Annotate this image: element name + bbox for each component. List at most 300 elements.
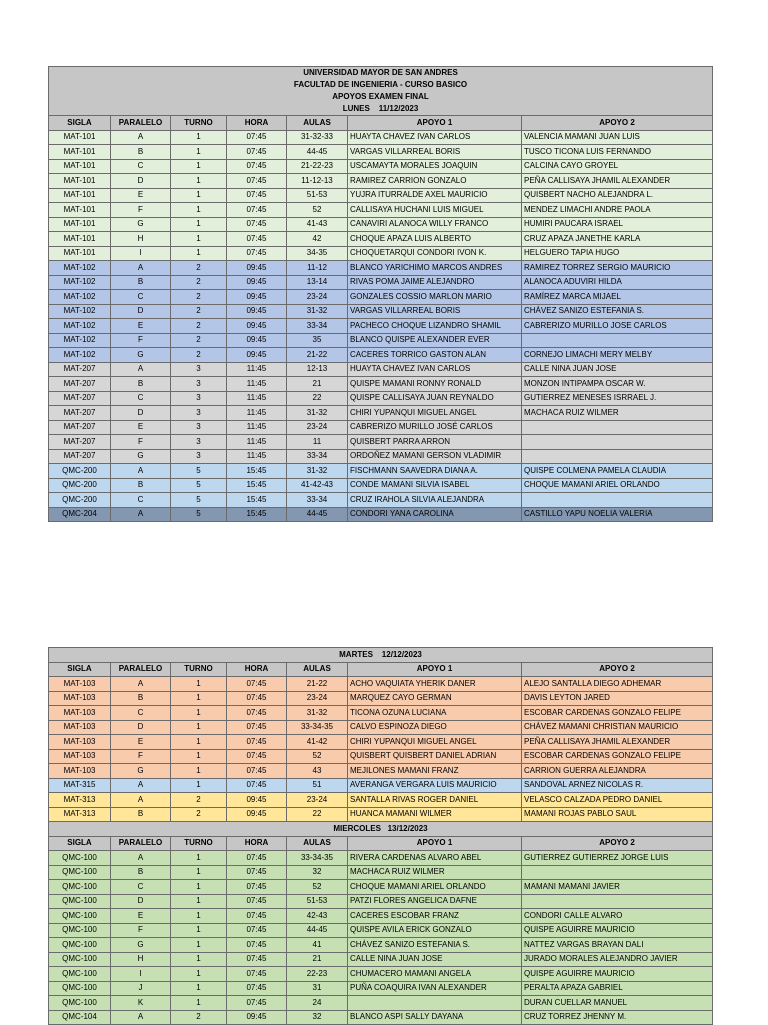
- turno-cell: 5: [171, 464, 227, 479]
- sigla-cell: MAT-101: [49, 246, 111, 261]
- hora-cell: 07:45: [227, 246, 287, 261]
- apoyo1-cell: USCAMAYTA MORALES JOAQUIN: [348, 159, 522, 174]
- paralelo-cell: C: [111, 290, 171, 305]
- apoyo2-cell: QUISPE AGUIRRE MAURICIO: [522, 967, 713, 982]
- apoyo1-cell: QUISBERT QUISBERT DANIEL ADRIAN: [348, 749, 522, 764]
- hora-cell: 07:45: [227, 159, 287, 174]
- sigla-cell: MAT-101: [49, 203, 111, 218]
- turno-cell: 3: [171, 435, 227, 450]
- sigla-cell: MAT-207: [49, 406, 111, 421]
- aulas-cell: 41-43: [287, 217, 348, 232]
- table-row: [49, 749, 713, 764]
- turno-cell: 1: [171, 232, 227, 247]
- paralelo-cell: B: [111, 807, 171, 822]
- column-header-apoyo1: APOYO 1: [348, 116, 522, 131]
- sigla-cell: MAT-102: [49, 304, 111, 319]
- table-row: [49, 203, 713, 218]
- paralelo-cell: A: [111, 362, 171, 377]
- hora-cell: 07:45: [227, 981, 287, 996]
- apoyo2-cell: QUISPE COLMENA PAMELA CLAUDIA: [522, 464, 713, 479]
- apoyo2-cell: [522, 449, 713, 464]
- hora-cell: 07:45: [227, 967, 287, 982]
- sigla-cell: QMC-200: [49, 493, 111, 508]
- apoyo1-cell: SANTALLA RIVAS ROGER DANIEL: [348, 793, 522, 808]
- apoyo1-cell: CABRERIZO MURILLO JOSÉ CARLOS: [348, 420, 522, 435]
- table-row: [49, 807, 713, 822]
- paralelo-cell: E: [111, 188, 171, 203]
- sigla-cell: MAT-103: [49, 677, 111, 692]
- hora-cell: 07:45: [227, 677, 287, 692]
- table-row: [49, 720, 713, 735]
- table-row: [49, 188, 713, 203]
- aulas-cell: 33-34: [287, 449, 348, 464]
- table-row: [49, 377, 713, 392]
- table-row: [49, 290, 713, 305]
- table-row: [49, 967, 713, 982]
- apoyo2-cell: MAMANI ROJAS PABLO SAUL: [522, 807, 713, 822]
- exam-table-lunes: [48, 66, 713, 522]
- sigla-cell: QMC-100: [49, 923, 111, 938]
- turno-cell: 5: [171, 493, 227, 508]
- apoyo1-cell: CALLISAYA HUCHANI LUIS MIGUEL: [348, 203, 522, 218]
- apoyo1-cell: CACERES ESCOBAR FRANZ: [348, 909, 522, 924]
- sigla-cell: MAT-103: [49, 706, 111, 721]
- aulas-cell: 51-53: [287, 188, 348, 203]
- column-header-hora: HORA: [227, 836, 287, 851]
- sigla-cell: QMC-200: [49, 464, 111, 479]
- turno-cell: 2: [171, 807, 227, 822]
- column-header-apoyo1: APOYO 1: [348, 836, 522, 851]
- sigla-cell: MAT-103: [49, 749, 111, 764]
- paralelo-cell: F: [111, 203, 171, 218]
- aulas-cell: 33-34: [287, 319, 348, 334]
- aulas-cell: 31-32-33: [287, 130, 348, 145]
- column-header-paralelo: PARALELO: [111, 836, 171, 851]
- apoyo1-cell: HUANCA MAMANI WILMER: [348, 807, 522, 822]
- university-name: UNIVERSIDAD MAYOR DE SAN ANDRES: [303, 68, 458, 77]
- apoyo2-cell: RAMIREZ TORREZ SERGIO MAURICIO: [522, 261, 713, 276]
- day-date-label: MIERCOLES 13/12/2023: [49, 822, 713, 837]
- table-row: [49, 691, 713, 706]
- hora-cell: 07:45: [227, 996, 287, 1011]
- sigla-cell: MAT-103: [49, 691, 111, 706]
- apoyo2-cell: ESCOBAR CARDENAS GONZALO FELIPE: [522, 749, 713, 764]
- aulas-cell: 41: [287, 938, 348, 953]
- paralelo-cell: B: [111, 377, 171, 392]
- apoyo2-cell: CHÁVEZ MAMANI CHRISTIAN MAURICIO: [522, 720, 713, 735]
- apoyo2-cell: NATTEZ VARGAS BRAYAN DALI: [522, 938, 713, 953]
- apoyo2-cell: CARRION GUERRA ALEJANDRA: [522, 764, 713, 779]
- paralelo-cell: A: [111, 130, 171, 145]
- apoyo1-cell: MACHACA RUIZ WILMER: [348, 865, 522, 880]
- hora-cell: 09:45: [227, 348, 287, 363]
- apoyo1-cell: RIVAS POMA JAIME ALEJANDRO: [348, 275, 522, 290]
- table-row: [49, 938, 713, 953]
- apoyo2-cell: RAMÍREZ MARCA MIJAEL: [522, 290, 713, 305]
- paralelo-cell: B: [111, 275, 171, 290]
- apoyo1-cell: CHOQUETARQUI CONDORI IVON K.: [348, 246, 522, 261]
- table-row: [49, 478, 713, 493]
- paralelo-cell: I: [111, 246, 171, 261]
- paralelo-cell: G: [111, 348, 171, 363]
- turno-cell: 1: [171, 865, 227, 880]
- apoyo1-cell: VARGAS VILLARREAL BORIS: [348, 145, 522, 160]
- turno-cell: 3: [171, 377, 227, 392]
- sigla-cell: MAT-101: [49, 188, 111, 203]
- aulas-cell: 31: [287, 981, 348, 996]
- aulas-cell: 21: [287, 952, 348, 967]
- aulas-cell: 31-32: [287, 304, 348, 319]
- sigla-cell: QMC-100: [49, 938, 111, 953]
- turno-cell: 1: [171, 778, 227, 793]
- turno-cell: 2: [171, 319, 227, 334]
- turno-cell: 2: [171, 1010, 227, 1025]
- aulas-cell: 51: [287, 778, 348, 793]
- apoyo2-cell: CHÁVEZ SANIZO ESTEFANIA S.: [522, 304, 713, 319]
- hora-cell: 07:45: [227, 217, 287, 232]
- aulas-cell: 31-32: [287, 464, 348, 479]
- paralelo-cell: A: [111, 1010, 171, 1025]
- sigla-cell: MAT-102: [49, 333, 111, 348]
- table-row: [49, 706, 713, 721]
- table-row: [49, 996, 713, 1011]
- apoyo2-cell: CASTILLO YAPU NOELIA VALERIA: [522, 507, 713, 522]
- aulas-cell: 12-13: [287, 362, 348, 377]
- hora-cell: 09:45: [227, 275, 287, 290]
- turno-cell: 1: [171, 188, 227, 203]
- table-row: [49, 319, 713, 334]
- sigla-cell: QMC-104: [49, 1010, 111, 1025]
- aulas-cell: 41-42: [287, 735, 348, 750]
- paralelo-cell: G: [111, 217, 171, 232]
- sigla-cell: MAT-207: [49, 362, 111, 377]
- apoyo1-cell: CACERES TORRICO GASTON ALAN: [348, 348, 522, 363]
- sigla-cell: MAT-313: [49, 807, 111, 822]
- apoyo2-cell: CRUZ TORREZ JHENNY M.: [522, 1010, 713, 1025]
- hora-cell: 15:45: [227, 464, 287, 479]
- table-row: [49, 348, 713, 363]
- apoyo1-cell: BLANCO QUISPE ALEXANDER EVER: [348, 333, 522, 348]
- column-header-sigla: SIGLA: [49, 116, 111, 131]
- column-header-paralelo: PARALELO: [111, 662, 171, 677]
- paralelo-cell: F: [111, 435, 171, 450]
- apoyo1-cell: RAMIREZ CARRION GONZALO: [348, 174, 522, 189]
- apoyo1-cell: CHOQUE MAMANI ARIEL ORLANDO: [348, 880, 522, 895]
- paralelo-cell: C: [111, 706, 171, 721]
- aulas-cell: 33-34-35: [287, 720, 348, 735]
- apoyo1-cell: MARQUEZ CAYO GERMAN: [348, 691, 522, 706]
- turno-cell: 2: [171, 304, 227, 319]
- apoyo2-cell: [522, 333, 713, 348]
- hora-cell: 07:45: [227, 894, 287, 909]
- table-row: [49, 420, 713, 435]
- apoyo2-cell: PEÑA CALLISAYA JHAMIL ALEXANDER: [522, 174, 713, 189]
- table-row: [49, 865, 713, 880]
- apoyo2-cell: CHOQUE MAMANI ARIEL ORLANDO: [522, 478, 713, 493]
- apoyo1-cell: TICONA OZUNA LUCIANA: [348, 706, 522, 721]
- apoyo2-cell: PERALTA APAZA GABRIEL: [522, 981, 713, 996]
- turno-cell: 1: [171, 894, 227, 909]
- turno-cell: 5: [171, 507, 227, 522]
- apoyo2-cell: [522, 435, 713, 450]
- aulas-cell: 35: [287, 333, 348, 348]
- paralelo-cell: E: [111, 319, 171, 334]
- paralelo-cell: B: [111, 691, 171, 706]
- apoyo2-cell: MENDEZ LIMACHI ANDRE PAOLA: [522, 203, 713, 218]
- paralelo-cell: B: [111, 145, 171, 160]
- sigla-cell: MAT-101: [49, 217, 111, 232]
- aulas-cell: 23-24: [287, 290, 348, 305]
- turno-cell: 1: [171, 967, 227, 982]
- sigla-cell: MAT-207: [49, 435, 111, 450]
- table-row: [49, 923, 713, 938]
- aulas-cell: 22: [287, 807, 348, 822]
- hora-cell: 15:45: [227, 507, 287, 522]
- column-header-paralelo: PARALELO: [111, 116, 171, 131]
- sigla-cell: MAT-101: [49, 174, 111, 189]
- header-row: [49, 662, 713, 677]
- turno-cell: 1: [171, 677, 227, 692]
- paralelo-cell: A: [111, 464, 171, 479]
- turno-cell: 1: [171, 764, 227, 779]
- table-row: [49, 362, 713, 377]
- apoyo1-cell: PUÑA COAQUIRA IVAN ALEXANDER: [348, 981, 522, 996]
- hora-cell: 07:45: [227, 778, 287, 793]
- table-row: [49, 159, 713, 174]
- apoyo1-cell: CHOQUE APAZA LUIS ALBERTO: [348, 232, 522, 247]
- hora-cell: 07:45: [227, 145, 287, 160]
- sigla-cell: QMC-100: [49, 909, 111, 924]
- apoyo1-cell: MEJILONES MAMANI FRANZ: [348, 764, 522, 779]
- table-title: [49, 67, 713, 116]
- hora-cell: 07:45: [227, 938, 287, 953]
- aulas-cell: 23-24: [287, 691, 348, 706]
- sigla-cell: MAT-315: [49, 778, 111, 793]
- apoyo2-cell: CORNEJO LIMACHI MERY MELBY: [522, 348, 713, 363]
- apoyo1-cell: CONDORI YANA CAROLINA: [348, 507, 522, 522]
- aulas-cell: 24: [287, 996, 348, 1011]
- turno-cell: 3: [171, 406, 227, 421]
- aulas-cell: 21-22-23: [287, 159, 348, 174]
- turno-cell: 3: [171, 420, 227, 435]
- column-header-aulas: AULAS: [287, 662, 348, 677]
- paralelo-cell: H: [111, 232, 171, 247]
- sigla-cell: MAT-102: [49, 319, 111, 334]
- sigla-cell: MAT-101: [49, 130, 111, 145]
- hora-cell: 07:45: [227, 923, 287, 938]
- apoyo1-cell: CANAVIRI ALANOCA WILLY FRANCO: [348, 217, 522, 232]
- apoyo2-cell: GUTIERREZ MENESES ISRRAEL J.: [522, 391, 713, 406]
- sigla-cell: QMC-200: [49, 478, 111, 493]
- hora-cell: 07:45: [227, 952, 287, 967]
- sigla-cell: QMC-100: [49, 880, 111, 895]
- hora-cell: 15:45: [227, 493, 287, 508]
- apoyo1-cell: CHÁVEZ SANIZO ESTEFANIA S.: [348, 938, 522, 953]
- apoyo2-cell: CALLE NINA JUAN JOSE: [522, 362, 713, 377]
- table-row: [49, 449, 713, 464]
- hora-cell: 11:45: [227, 406, 287, 421]
- paralelo-cell: A: [111, 851, 171, 866]
- sigla-cell: QMC-100: [49, 981, 111, 996]
- apoyo2-cell: PEÑA CALLISAYA JHAMIL ALEXANDER: [522, 735, 713, 750]
- paralelo-cell: J: [111, 981, 171, 996]
- apoyo1-cell: PACHECO CHOQUE LIZANDRO SHAMIL: [348, 319, 522, 334]
- sigla-cell: MAT-102: [49, 275, 111, 290]
- apoyo2-cell: CONDORI CALLE ALVARO: [522, 909, 713, 924]
- column-header-apoyo2: APOYO 2: [522, 116, 713, 131]
- table-row: [49, 677, 713, 692]
- apoyo1-cell: FISCHMANN SAAVEDRA DIANA A.: [348, 464, 522, 479]
- table-row: [49, 764, 713, 779]
- aulas-cell: 23-24: [287, 420, 348, 435]
- apoyo1-cell: HUAYTA CHAVEZ IVAN CARLOS: [348, 362, 522, 377]
- sigla-cell: MAT-101: [49, 145, 111, 160]
- turno-cell: 1: [171, 749, 227, 764]
- table-row: [49, 1010, 713, 1025]
- apoyo1-cell: ACHO VAQUIATA YHERIK DANER: [348, 677, 522, 692]
- turno-cell: 3: [171, 362, 227, 377]
- hora-cell: 15:45: [227, 478, 287, 493]
- sigla-cell: MAT-207: [49, 420, 111, 435]
- aulas-cell: 22: [287, 391, 348, 406]
- aulas-cell: 11: [287, 435, 348, 450]
- table-row: [49, 981, 713, 996]
- turno-cell: 2: [171, 333, 227, 348]
- apoyo1-cell: PATZI FLORES ANGELICA DAFNE: [348, 894, 522, 909]
- miercoles-section: [49, 822, 713, 851]
- aulas-cell: 42-43: [287, 909, 348, 924]
- sigla-cell: MAT-207: [49, 377, 111, 392]
- column-header-aulas: AULAS: [287, 836, 348, 851]
- hora-cell: 09:45: [227, 304, 287, 319]
- aulas-cell: 32: [287, 865, 348, 880]
- turno-cell: 2: [171, 793, 227, 808]
- table-row: [49, 130, 713, 145]
- turno-cell: 1: [171, 735, 227, 750]
- turno-cell: 1: [171, 217, 227, 232]
- paralelo-cell: F: [111, 749, 171, 764]
- table-row: [49, 406, 713, 421]
- apoyo1-cell: VARGAS VILLARREAL BORIS: [348, 304, 522, 319]
- apoyo2-cell: [522, 493, 713, 508]
- column-header-hora: HORA: [227, 662, 287, 677]
- apoyo2-cell: ESCOBAR CARDENAS GONZALO FELIPE: [522, 706, 713, 721]
- header-row: [49, 836, 713, 851]
- apoyo2-cell: DURAN CUELLAR MANUEL: [522, 996, 713, 1011]
- apoyo2-cell: GUTIERREZ GUTIERREZ JORGE LUIS: [522, 851, 713, 866]
- aulas-cell: 31-32: [287, 706, 348, 721]
- apoyo1-cell: AVERANGA VERGARA LUIS MAURICIO: [348, 778, 522, 793]
- turno-cell: 2: [171, 290, 227, 305]
- hora-cell: 09:45: [227, 261, 287, 276]
- apoyo2-cell: HUMIRI PAUCARA ISRAEL: [522, 217, 713, 232]
- hora-cell: 09:45: [227, 807, 287, 822]
- apoyo1-cell: RIVERA CARDENAS ALVARO ABEL: [348, 851, 522, 866]
- hora-cell: 07:45: [227, 130, 287, 145]
- column-header-apoyo1: APOYO 1: [348, 662, 522, 677]
- hora-cell: 11:45: [227, 435, 287, 450]
- faculty-name: FACULTAD DE INGENIERIA - CURSO BASICO: [293, 80, 468, 89]
- sigla-cell: MAT-313: [49, 793, 111, 808]
- paralelo-cell: B: [111, 478, 171, 493]
- table-row: [49, 435, 713, 450]
- apoyo2-cell: JURADO MORALES ALEJANDRO JAVIER: [522, 952, 713, 967]
- apoyo1-cell: CALVO ESPINOZA DIEGO: [348, 720, 522, 735]
- turno-cell: 1: [171, 246, 227, 261]
- paralelo-cell: A: [111, 793, 171, 808]
- table-row: [49, 793, 713, 808]
- sigla-cell: QMC-100: [49, 894, 111, 909]
- apoyo2-cell: CALCINA CAYO GROYEL: [522, 159, 713, 174]
- apoyo1-cell: QUISPE MAMANI RONNY RONALD: [348, 377, 522, 392]
- paralelo-cell: B: [111, 865, 171, 880]
- sigla-cell: MAT-102: [49, 261, 111, 276]
- hora-cell: 07:45: [227, 865, 287, 880]
- apoyo2-cell: VALENCIA MAMANI JUAN LUIS: [522, 130, 713, 145]
- paralelo-cell: C: [111, 880, 171, 895]
- table-row: [49, 145, 713, 160]
- apoyo2-cell: SANDOVAL ARNEZ NICOLAS R.: [522, 778, 713, 793]
- hora-cell: 09:45: [227, 1010, 287, 1025]
- day-date-label: MARTES 12/12/2023: [49, 648, 713, 663]
- turno-cell: 3: [171, 449, 227, 464]
- column-header-sigla: SIGLA: [49, 662, 111, 677]
- column-header-turno: TURNO: [171, 662, 227, 677]
- apoyo2-cell: ALEJO SANTALLA DIEGO ADHEMAR: [522, 677, 713, 692]
- turno-cell: 1: [171, 174, 227, 189]
- turno-cell: 1: [171, 130, 227, 145]
- table-row: [49, 851, 713, 866]
- apoyo2-cell: MAMANI MAMANI JAVIER: [522, 880, 713, 895]
- paralelo-cell: C: [111, 391, 171, 406]
- aulas-cell: 52: [287, 749, 348, 764]
- paralelo-cell: G: [111, 764, 171, 779]
- hora-cell: 11:45: [227, 377, 287, 392]
- sigla-cell: QMC-100: [49, 967, 111, 982]
- apoyo2-cell: MONZON INTIPAMPA OSCAR W.: [522, 377, 713, 392]
- apoyo2-cell: VELASCO CALZADA PEDRO DANIEL: [522, 793, 713, 808]
- paralelo-cell: E: [111, 735, 171, 750]
- apoyo1-cell: CRUZ IRAHOLA SILVIA ALEJANDRA: [348, 493, 522, 508]
- table-row: [49, 894, 713, 909]
- table-row: [49, 464, 713, 479]
- aulas-cell: 44-45: [287, 145, 348, 160]
- aulas-cell: 33-34: [287, 493, 348, 508]
- apoyo1-cell: [348, 996, 522, 1011]
- paralelo-cell: F: [111, 333, 171, 348]
- hora-cell: 07:45: [227, 706, 287, 721]
- aulas-cell: 11-12-13: [287, 174, 348, 189]
- paralelo-cell: C: [111, 493, 171, 508]
- paralelo-cell: A: [111, 261, 171, 276]
- hora-cell: 07:45: [227, 720, 287, 735]
- hora-cell: 09:45: [227, 319, 287, 334]
- document-subtitle: APOYOS EXAMEN FINAL: [332, 92, 429, 101]
- day-date-label: LUNES 11/12/2023: [342, 104, 419, 113]
- column-header-apoyo2: APOYO 2: [522, 662, 713, 677]
- table-row: [49, 880, 713, 895]
- paralelo-cell: K: [111, 996, 171, 1011]
- apoyo2-cell: QUISPE AGUIRRE MAURICIO: [522, 923, 713, 938]
- turno-cell: 1: [171, 996, 227, 1011]
- exam-table-martes-miercoles: [48, 647, 713, 1025]
- turno-cell: 1: [171, 145, 227, 160]
- hora-cell: 07:45: [227, 203, 287, 218]
- sigla-cell: MAT-103: [49, 735, 111, 750]
- hora-cell: 11:45: [227, 362, 287, 377]
- apoyo2-cell: HELGUERO TAPIA HUGO: [522, 246, 713, 261]
- turno-cell: 1: [171, 938, 227, 953]
